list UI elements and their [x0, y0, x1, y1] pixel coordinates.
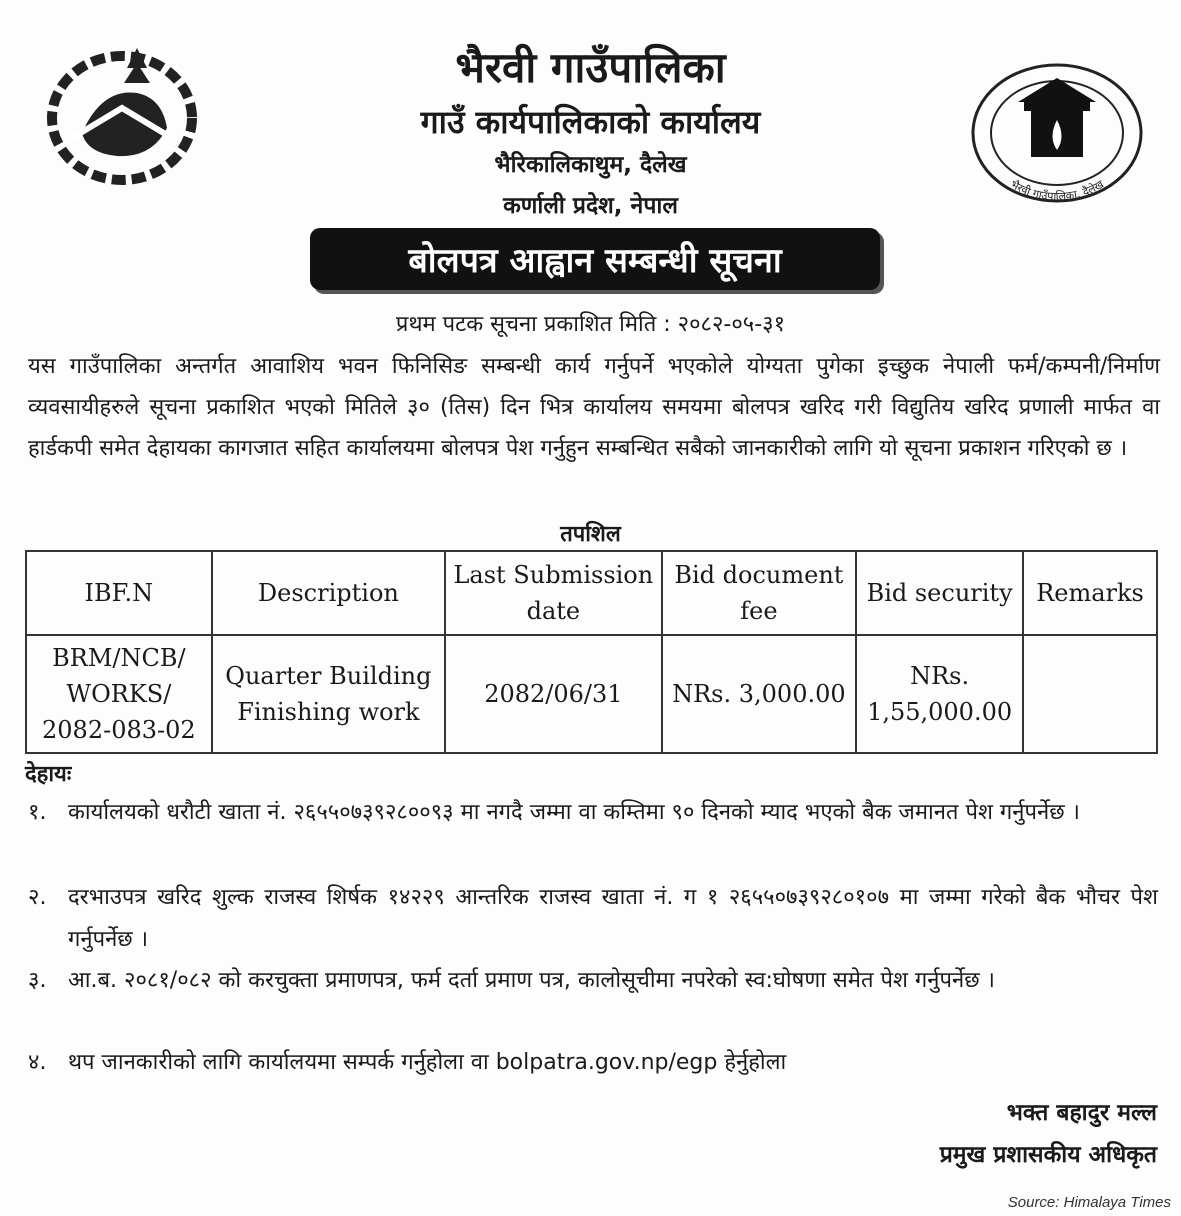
- header-description: Description: [212, 551, 445, 635]
- note-text: दरभाउपत्र खरिद शुल्क राजस्व शिर्षक १४२२९ आन्तरिक राजस्व खाता नं. ग १ २६५५०७३९२८०१०७ मा जम्मा गरेको बैक भौचर पेश गर्नुपर्नेछ ।: [68, 885, 1158, 952]
- cell-description: Quarter Building Finishing work: [212, 635, 445, 753]
- municipality-logo-text-path: भैरवी गाउँपालिका, दैलेख: [1008, 177, 1106, 204]
- note-number: २.: [28, 885, 47, 910]
- notice-paragraph: यस गाउँपालिका अन्तर्गत आवाशिय भवन फिनिसिङ सम्बन्धी कार्य गर्नुपर्ने भएकोले योग्यता पुगेका इच्छुक नेपाली फर्म/कम्पनी/निर्माण व्यवसायीहरुले सूचना प्रकाशित भएको मितिले ३० (तिस) दिन भित्र कार्यालय समयमा बोलपत्र खरिद गरी विद्युतिय खरिद प्रणाली मार्फत वा हार्डकपी समेत देहायका कागजात सहित कार्यालयमा बोलपत्र पेश गर्नुहुन सम्बन्धित सबैको जानकारीको लागि यो सूचना प्रकाशन गरिएको छ ।: [28, 354, 1160, 461]
- table-row: [26, 635, 1157, 753]
- bid-details-table: [25, 550, 1158, 754]
- municipality-name: भैरवी गाउँपालिका: [455, 43, 726, 92]
- note-item: [28, 877, 1158, 961]
- cell-last-submission-date: 2082/06/31: [445, 635, 662, 753]
- cell-bid-document-fee: NRs. 3,000.00: [662, 635, 857, 753]
- province: कर्णाली प्रदेश, नेपाल: [503, 193, 678, 219]
- cell-bid-security: NRs. 1,55,000.00: [856, 635, 1023, 753]
- table-title: तपशिल: [560, 522, 621, 547]
- note-item: [28, 792, 1158, 834]
- signatory-name: भक्त बहादुर मल्ल: [1006, 1100, 1157, 1126]
- notice-title-banner: बोलपत्र आह्वान सम्बन्धी सूचना: [310, 228, 880, 290]
- source-credit: Source: Himalaya Times: [1007, 1194, 1171, 1211]
- header-bid-security: Bid security: [856, 551, 1023, 635]
- note-item: [28, 960, 1158, 1002]
- notes-title: देहायः: [25, 762, 72, 787]
- note-number: ३.: [28, 968, 47, 993]
- note-text: कार्यालयको धरौटी खाता नं. २६५५०७३९२८००९३ मा नगदै जम्मा वा कम्तिमा ९० दिनको म्याद भएको बैक जमानत पेश गर्नुपर्नेछ ।: [68, 800, 1080, 825]
- office-name: गाउँ कार्यपालिकाको कार्यालय: [420, 103, 761, 141]
- note-text: आ.ब. २०८१/०८२ को करचुक्ता प्रमाणपत्र, फर्म दर्ता प्रमाण पत्र, कालोसूचीमा नपरेको स्व:घोषणा समेत पेश गर्नुपर्नेछ ।: [68, 968, 995, 993]
- header-bid-document-fee: Bid document fee: [662, 551, 857, 635]
- note-number: ४.: [28, 1050, 47, 1075]
- cell-remarks: [1023, 635, 1157, 753]
- signatory-designation: प्रमुख प्रशासकीय अधिकृत: [939, 1142, 1157, 1168]
- note-text: थप जानकारीको लागि कार्यालयमा सम्पर्क गर्नुहोला वा bolpatra.gov.np/egp हेर्नुहोला: [68, 1050, 787, 1075]
- header-remarks: Remarks: [1023, 551, 1157, 635]
- published-date: प्रथम पटक सूचना प्रकाशित मिति : २०८२-०५-३१: [395, 312, 786, 337]
- table-header-row: [26, 551, 1157, 635]
- note-item: [28, 1042, 1158, 1084]
- note-number: १.: [28, 800, 47, 825]
- cell-ibfn: BRM/NCB/ WORKS/ 2082-083-02: [26, 635, 212, 753]
- header-ibfn: IBF.N: [26, 551, 212, 635]
- address: भैरिकालिकाथुम, दैलेख: [494, 152, 687, 178]
- header-last-submission-date: Last Submission date: [445, 551, 662, 635]
